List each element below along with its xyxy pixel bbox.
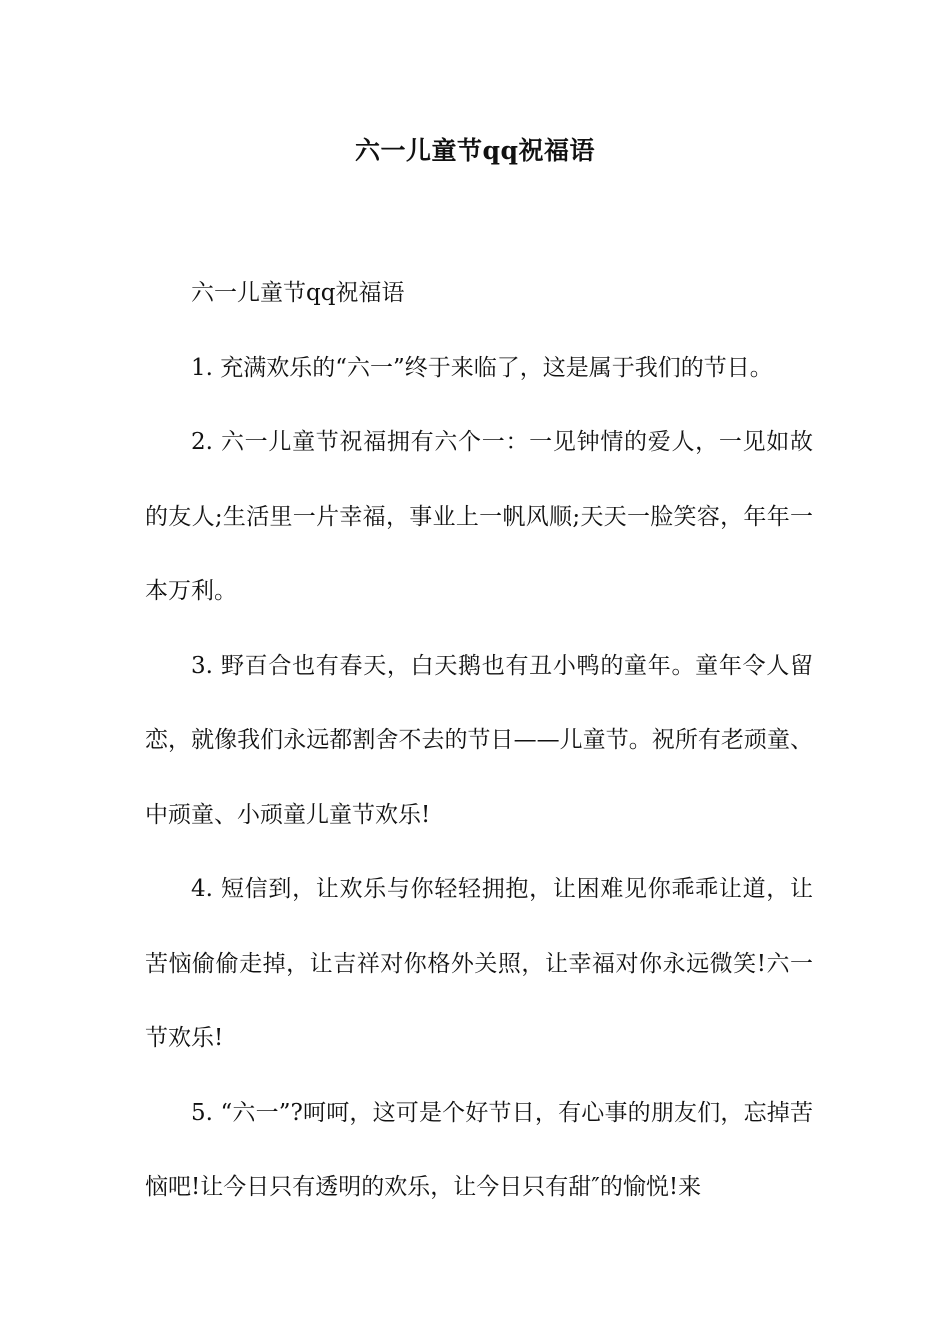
document-body — [145, 256, 813, 1225]
document-title: 六一儿童节qq祝福语 — [355, 136, 595, 165]
paragraph-5: 5. “六一”?呵呵，这可是个好节日，有心事的朋友们，忘掉苦恼吧!让今日只有透明的欢乐，让今日只有甜″的愉悦!来 — [145, 1099, 813, 1200]
paragraph-1: 1. 充满欢乐的“六一”终于来临了，这是属于我们的节日。 — [191, 354, 773, 381]
paragraph-heading: 六一儿童节qq祝福语 — [191, 280, 405, 306]
paragraph-4: 4. 短信到，让欢乐与你轻轻拥抱，让困难见你乖乖让道，让苦恼偷偷走掉，让吉祥对你格外关照，让幸福对你永远微笑!六一节欢乐! — [145, 876, 813, 1051]
paragraph-2: 2. 六一儿童节祝福拥有六个一：一见钟情的爱人，一见如故的友人;生活里一片幸福，事业上一帆风顺;天天一脸笑容，年年一本万利。 — [145, 429, 813, 604]
paragraph-3: 3. 野百合也有春天，白天鹅也有丑小鸭的童年。童年令人留恋，就像我们永远都割舍不去的节日——儿童节。祝所有老顽童、中顽童、小顽童儿童节欢乐! — [145, 652, 813, 828]
